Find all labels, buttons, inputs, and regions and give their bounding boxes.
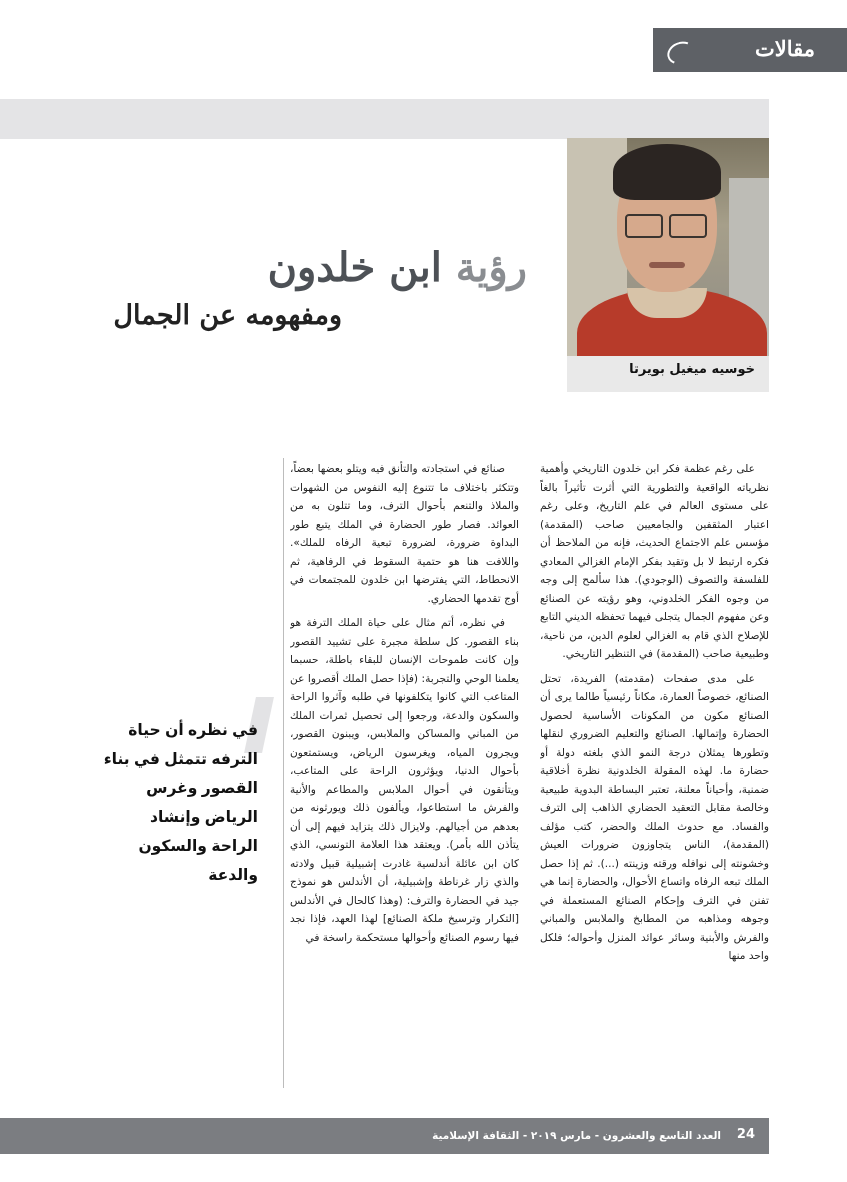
body-paragraph: في نظره، أتم مثال على حياة الملك الترفة هو بناء القصور. كل سلطة مجبرة على تشييد القصور وإن كانت طموحات الإنسان للبقاء باطلة، حسبما يعلمنا الوحي والتجربة: (فإذا حصل الملك أقصروا عن المتاعب التي كانوا يتكلفونها في طلبه وآثروا الراحة والسكون والدعة، ورجعوا إلى تحصيل ثمرات الملك من المباني والمساكن والملابس، ويبنون القصور، ويجرون المياه، ويغرسون الرياض، ويستمتعون بأحوال الدنيا، ويؤثرون الراحة على المتاعب، ويتأنقون في أحوال الملابس والمطاعم والأنية والفرش ما استطاعوا، ويألفون ذلك ويورثونه من بعدهم من أجيالهم. ولايزال ذلك يتزايد فيهم إلى أن يتأذن الله بأمر). ويعتقد هذا العلامة التونسي، الذي كان ابن عائلة أندلسية غادرت إشبيلية قبيل ولادته والذي زار غرناطة وإشبيلية، أن الأندلس هو نموذج جيد في الحضارة والترف: (وهذا كالحال في الأندلس [التكرار وترسيخ ملكة الصنائع] لهذا العهد، فإذا نجد فيها رسوم الصنائع وأحوالها مستحكمة راسخة في	[290, 617, 519, 944]
photo-hair	[613, 144, 721, 200]
article-title	[268, 240, 527, 296]
header-band	[0, 99, 769, 139]
section-label: مقالات	[754, 36, 815, 61]
swirl-ornament-icon	[664, 38, 698, 68]
page-number: 24	[736, 1127, 755, 1142]
issue-line: العدد التاسع والعشرون - مارس ٢٠١٩ - الثقافة الإسلامية	[432, 1130, 721, 1142]
photo-glasses-right	[669, 214, 707, 238]
article-title-main: ابن خلدون	[267, 244, 456, 291]
author-photo	[567, 138, 769, 356]
author-photo-frame	[567, 138, 769, 392]
body-column-right	[540, 460, 769, 1086]
page-footer	[0, 1118, 769, 1154]
body-paragraph: صنائع في استجادته والتأنق فيه ويتلو بعضها بعضاً، وتتكثر باختلاف ما تتنوع إليه النفوس من الشهوات والملاذ والتنعم بأحوال الترف، وما تتلون به من العوائد. فصار طور الحضارة في الملك يتبع طور البداوة ضرورة، لضرورة تبعية الرفاه للملك». واللافت هنا هو حتمية السقوط في الرفاهية، ثم الانحطاط، التي يفترضها ابن خلدون للمجتمعات في أوج تقدمها الحضاري.	[290, 463, 519, 605]
photo-glasses-left	[625, 214, 663, 238]
author-name: خوسيه ميغيل بويرتا	[629, 362, 755, 377]
section-header-tab	[653, 28, 847, 72]
article-subtitle: ومفهومه عن الجمال	[113, 300, 342, 331]
column-divider	[283, 458, 284, 1088]
pull-quote: في نظره أن حياة الترفه تتمثل في بناء القصور وغرس الرياض وإنشاد الراحة والسكون والدعة	[103, 721, 258, 884]
article-title-accent: رؤية	[455, 244, 527, 291]
body-paragraph: على رغم عظمة فكر ابن خلدون التاريخي وأهمية نظرياته الواقعية والتطورية التي أثرت تأثيراً بالغاً على مستوى العالم في علم التاريخ، وعلى رغم اعتبار المثقفين والجامعيين صاحب (المقدمة) مؤسس علم الاجتماع الحديث، فإنه من الملاحظ أن فكره ارتبط لا بل وتقيد بفكر الإمام الغزالي المعادي للفلسفة والتصوف (الوجودي). هذا سألمح إلى وجه من وجوه الفكر الخلدوني، وهو رؤيته عن الصنائع وعن مفهوم الجمال يتجلى فيهما تحفظه الديني التابع للإصلاح الذي قام به الغزالي لعلوم الدين، من ناحية، وطبيعية صاحب (المقدمة) في التنظير التاريخي.	[540, 463, 769, 660]
photo-mouth	[649, 262, 685, 268]
body-column-left	[290, 460, 519, 1086]
body-paragraph: على مدى صفحات (مقدمته) الفريدة، تحتل الصنائع، خصوصاً العمارة، مكاناً رئيسياً طالما يرى أن الصنائع مكون من المكونات الأساسية لحصول الحضارة وإتمالها. الصنائع والتعليم الضروري لنقلها وتطورها يمثلان درجة النمو الذي بلغته دولة أو حضارة ما. لهذه المقولة الخلدونية نظرة أخلاقية ضمنية، وأحياناً معلنة، تعتبر البساطة البدوية طبيعية وخالصة مقابل التعقيد الحضاري الذاهب إلى الترف والفساد. مع حدوث الملك والحضر، كتب مؤلف (المقدمة)، الناس يتجاوزون ضرورات العيش وخشونته إلى نوافله ورقته وزينته (...). ثم إذا حصل الملك تبعه الرفاه واتساع الأحوال، والحضارة إنما هي تفنن في الترف وإحكام الصنائع المستعملة في وجوهه ومذاهبه من المطابخ والملابس والمباني والفرش والأبنية وسائر عوائد المنزل وأحواله؛ فلكل واحد منها	[540, 672, 769, 962]
